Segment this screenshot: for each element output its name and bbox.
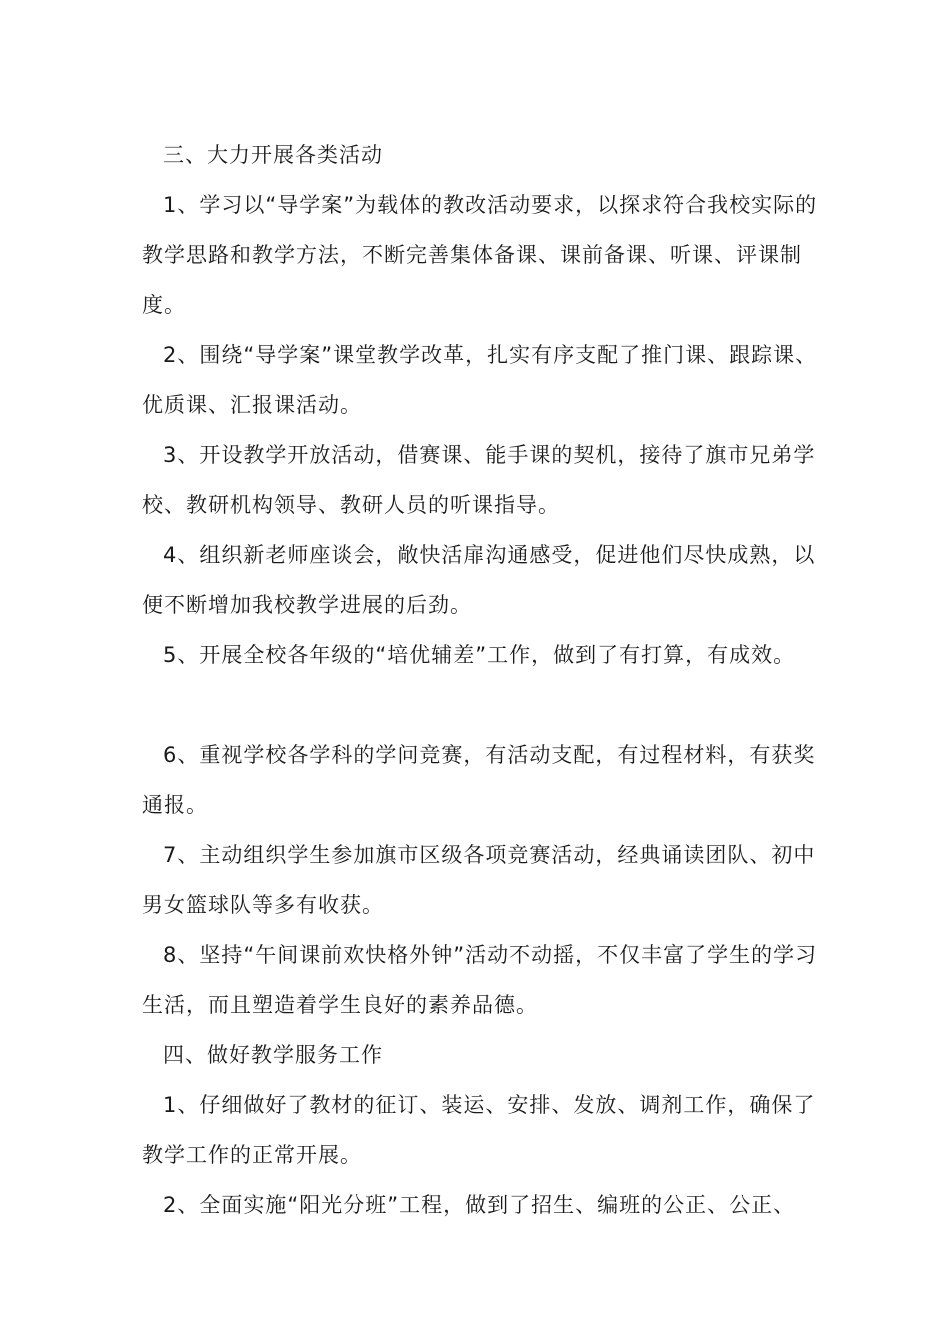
section-heading: 三、大力开展各类活动 <box>163 143 383 167</box>
section-heading: 四、做好教学服务工作 <box>163 1043 383 1067</box>
document-body <box>142 130 832 1230</box>
paragraph: 2、围绕“导学案”课堂教学改革，扎实有序支配了推门课、跟踪课、优质课、汇报课活动。 <box>142 343 818 417</box>
paragraph: 4、组织新老师座谈会，敞快活扉沟通感受，促进他们尽快成熟，以便不断增加我校教学进展的后劲。 <box>142 543 816 617</box>
paragraph: 8、坚持“午间课前欢快格外钟”活动不动摇，不仅丰富了学生的学习生活，而且塑造着学生良好的素养品德。 <box>142 943 818 1017</box>
paragraph: 5、开展全校各年级的“培优辅差”工作，做到了有打算，有成效。 <box>163 643 796 667</box>
paragraph: 6、重视学校各学科的学问竞赛，有活动支配，有过程材料，有获奖通报。 <box>142 743 816 817</box>
paragraph: 2、全面实施“阳光分班”工程，做到了招生、编班的公正、公正、 <box>163 1193 796 1217</box>
paragraph: 7、主动组织学生参加旗市区级各项竞赛活动，经典诵读团队、初中男女篮球队等多有收获。 <box>142 843 816 917</box>
paragraph: 3、开设教学开放活动，借赛课、能手课的契机，接待了旗市兄弟学校、教研机构领导、教研人员的听课指导。 <box>142 443 816 517</box>
paragraph: 1、学习以“导学案”为载体的教改活动要求，以探求符合我校实际的教学思路和教学方法，不断完善集体备课、课前备课、听课、评课制度。 <box>142 193 818 317</box>
paragraph: 1、仔细做好了教材的征订、装运、安排、发放、调剂工作，确保了教学工作的正常开展。 <box>142 1093 816 1167</box>
